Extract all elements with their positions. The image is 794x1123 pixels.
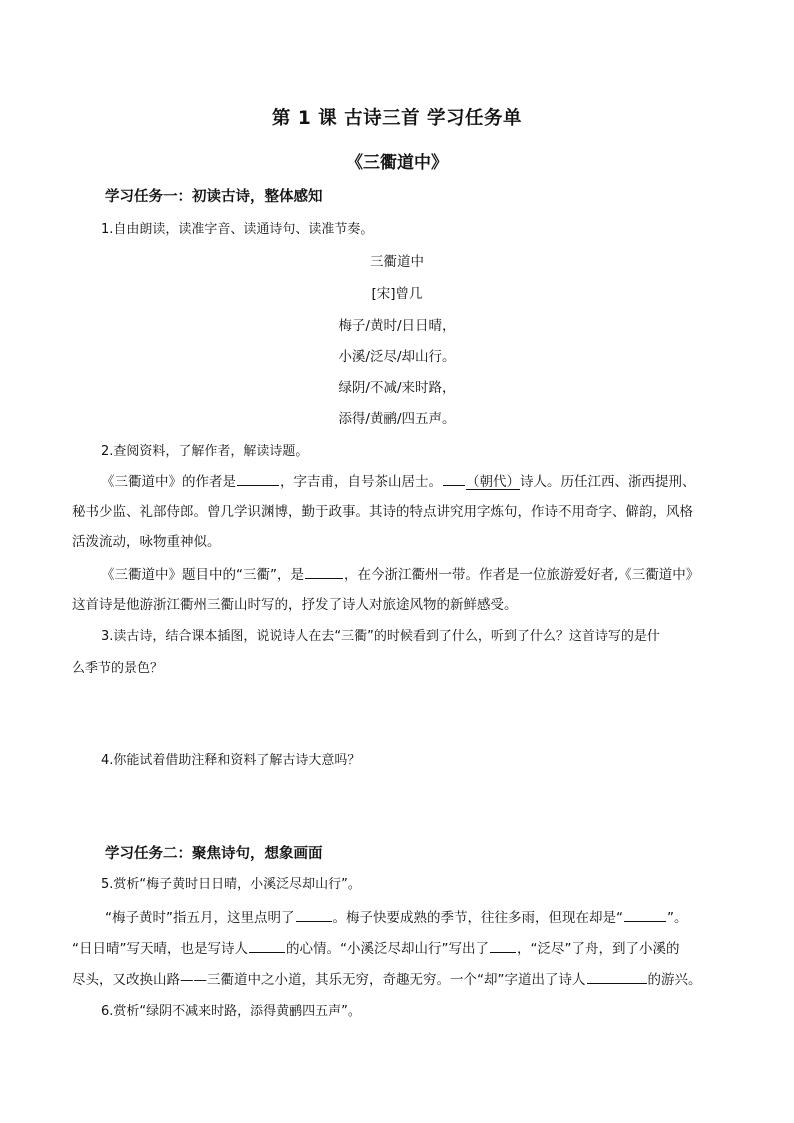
author-paragraph-line2: 秘书少监、礼部侍郎。曾几学识渊博，勤于政事。其诗的特点讲究用字炼句，作诗不用奇字、僻韵，风格 (72, 504, 693, 520)
poem-line: 添得/黄鹂/四五声。 (338, 411, 456, 427)
question-5: 5.赏析“梅子黄时日日晴，小溪泛尽却山行”。 (101, 877, 361, 892)
task1-heading: 学习任务一：初读古诗，整体感知 (105, 189, 323, 205)
title-paragraph-line2: 这首诗是他游浙江衢州三衢山时写的，抒发了诗人对旅途风物的新鲜感受。 (72, 597, 518, 613)
question-3-line1: 3.读古诗，结合课本插图，说说诗人在去“三衢”的时候看到了什么，听到了什么？这首诗写的是什 (101, 629, 660, 644)
page-title: 第 1 课 古诗三首 学习任务单 (271, 108, 523, 129)
q5-paragraph-line3: 尽头，又改换山路——三衢道中之小道，其乐无穷，奇趣无穷。一个“却”字道出了诗人 的游兴。 (72, 968, 732, 988)
q5-paragraph-line2: “日日晴”写天晴，也是写诗人 的心情。“小溪泛尽却山行”写出了 ，“泛尽”了舟，到了小溪的 (72, 937, 732, 957)
poem-subtitle: 《三衢道中》 (346, 153, 448, 173)
author-blank[interactable] (237, 471, 279, 486)
q5-paragraph-line1: “梅子黄时”指五月，这里点明了 。梅子快要成熟的季节，往往多雨，但现在却是“ ”。 (105, 906, 765, 926)
sanqu-blank[interactable] (305, 564, 343, 579)
mood-blank[interactable] (249, 938, 285, 953)
poem-line: 绿阴/不减/来时路， (338, 380, 456, 396)
author-paragraph-line1: 《三衢道中》的作者是 ，字吉甫，自号茶山居士。 （朝代）诗人。历任江西、浙西提刑、 (101, 470, 761, 490)
route-blank[interactable] (490, 938, 516, 953)
poem-line: 小溪/泛尽/却山行。 (338, 349, 456, 365)
author-paragraph-line3: 活泼流动，咏物重神似。 (72, 534, 221, 550)
question-4: 4.你能试着借助注释和资料了解古诗大意吗？ (101, 753, 361, 768)
poem-author: [宋]曾几 (371, 286, 423, 302)
question-1: 1.自由朗读，读准字音、读通诗句、读准节奏。 (101, 222, 374, 237)
title-paragraph-line1: 《三衢道中》题目中的“三衢”，是 ，在今浙江衢州一带。作者是一位旅游爱好者,《三衢道中》 (101, 563, 761, 583)
question-6: 6.赏析“绿阴不减来时路，添得黄鹂四五声”。 (101, 1004, 361, 1019)
poem-title: 三衢道中 (370, 254, 424, 270)
question-2: 2.查阅资料，了解作者，解读诗题。 (101, 444, 309, 459)
poem-line: 梅子/黄时/日日晴， (338, 318, 456, 334)
dynasty-blank[interactable] (443, 471, 465, 486)
interest-blank[interactable] (587, 969, 647, 984)
question-3-line2: 么季节的景色？ (72, 661, 164, 676)
task2-heading: 学习任务二：聚焦诗句，想象画面 (105, 846, 323, 862)
season-blank[interactable] (296, 907, 332, 922)
weather-blank[interactable] (624, 907, 666, 922)
